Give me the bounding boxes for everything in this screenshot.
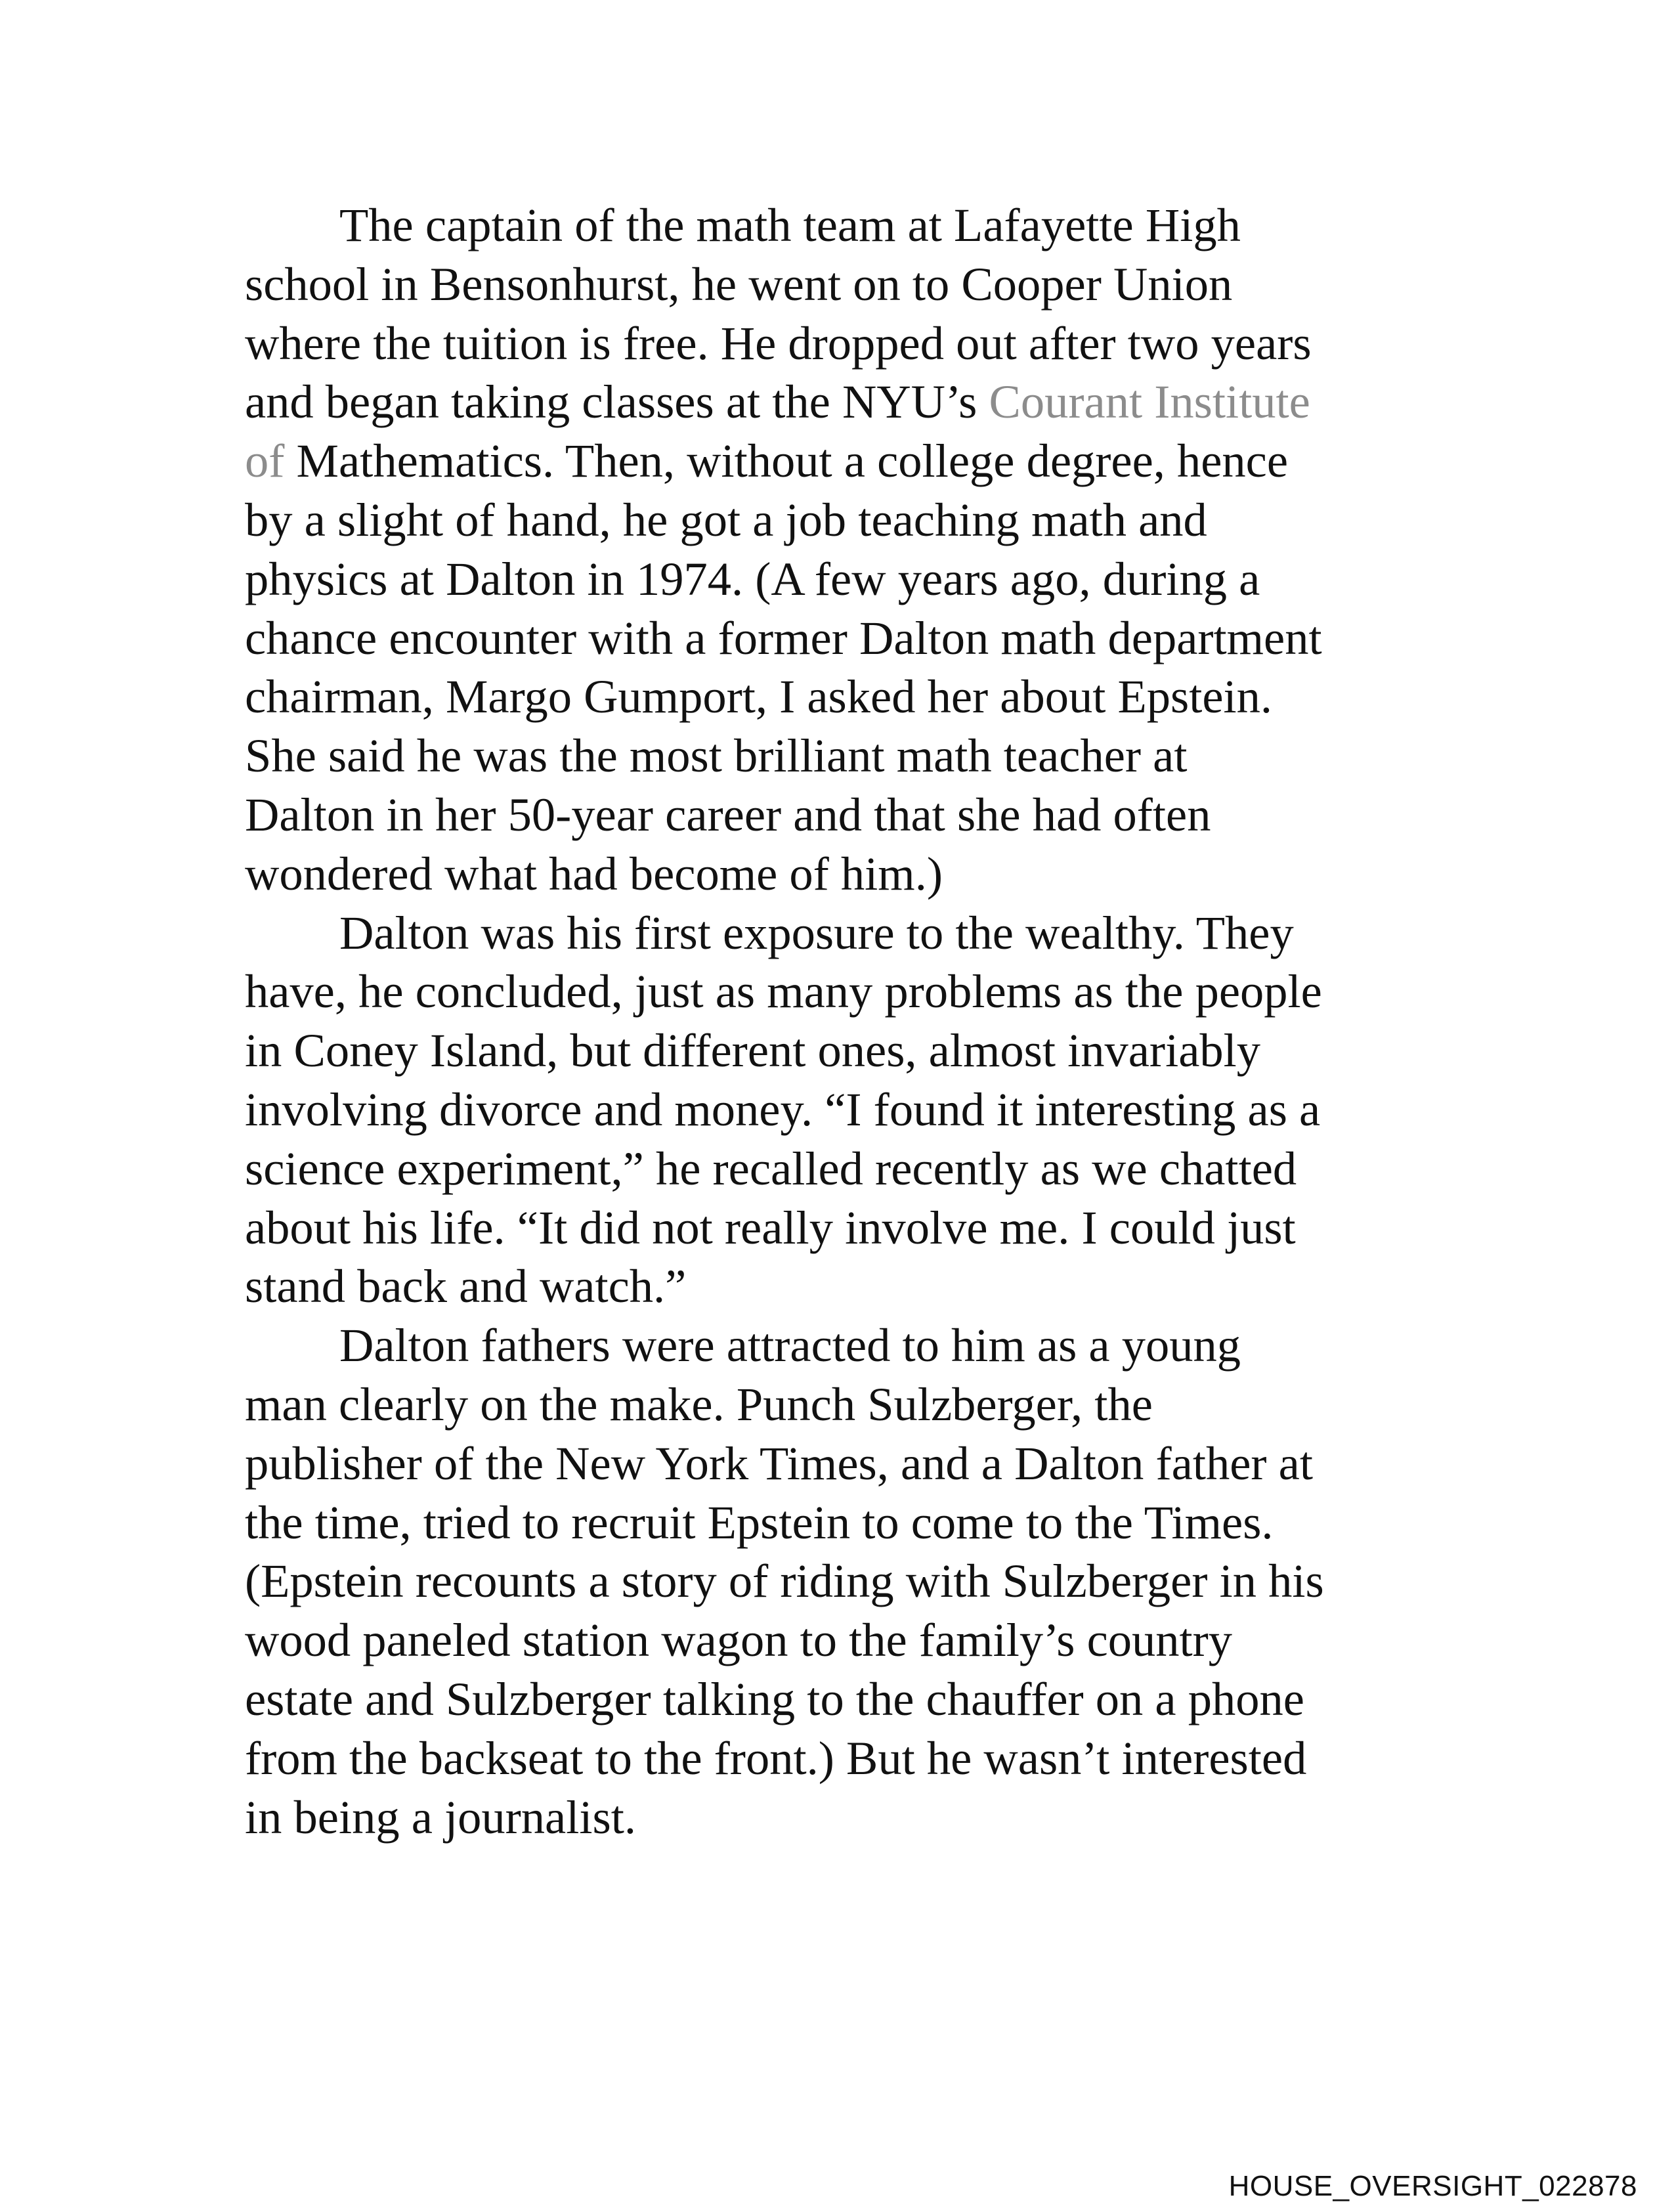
body-line: in Coney Island, but different ones, almost invariably <box>245 1024 1261 1077</box>
body-line <box>245 431 1427 490</box>
body-line: science experiment,” he recalled recently as we chatted <box>245 1141 1297 1195</box>
body-line: where the tuition is free. He dropped out after two years <box>245 316 1312 370</box>
document-id-stamp: HOUSE_OVERSIGHT_022878 <box>1228 2170 1637 2202</box>
courant-institute-link[interactable]: Courant Institute <box>989 375 1310 429</box>
body-line: publisher of the New York Times, and a Dalton father at <box>245 1436 1314 1490</box>
body-line: She said he was the most brilliant math teacher at <box>245 729 1188 783</box>
line-text: and began taking classes at the NYU’s <box>245 375 989 429</box>
body-line: (Epstein recounts a story of riding with Sulzberger in his <box>245 1554 1324 1608</box>
body-line: chairman, Margo Gumport, I asked her about Epstein. <box>245 670 1273 724</box>
body-line: about his life. “It did not really involve me. I could just <box>245 1200 1296 1254</box>
body-line: wondered what had become of him.) <box>245 846 943 900</box>
body-line: Dalton fathers were attracted to him as a young <box>339 1318 1241 1372</box>
body-line: school in Bensonhurst, he went on to Cooper Union <box>245 257 1233 311</box>
courant-institute-link-continued[interactable]: of <box>245 434 285 488</box>
body-line: the time, tried to recruit Epstein to come to the Times. <box>245 1495 1274 1549</box>
body-line: have, he concluded, just as many problems as the people <box>245 965 1322 1018</box>
body-line: chance encounter with a former Dalton math department <box>245 611 1322 664</box>
body-line: from the backseat to the front.) But he wasn’t interested <box>245 1731 1307 1785</box>
body-line: man clearly on the make. Punch Sulzberger, the <box>245 1377 1153 1431</box>
body-line: by a slight of hand, he got a job teaching math and <box>245 492 1207 546</box>
body-line: involving divorce and money. “I found it interesting as a <box>245 1082 1321 1136</box>
body-line: physics at Dalton in 1974. (A few years ago, during a <box>245 552 1260 605</box>
body-line: Dalton in her 50-year career and that she had often <box>245 787 1211 841</box>
line-text: Mathematics. Then, without a college degree, hence <box>284 434 1289 488</box>
body-line: The captain of the math team at Lafayette High <box>339 198 1241 251</box>
article-body <box>245 196 1427 1846</box>
body-line: in being a journalist. <box>245 1790 637 1844</box>
body-line: estate and Sulzberger talking to the chauffer on a phone <box>245 1672 1304 1725</box>
body-line <box>245 372 1427 431</box>
body-line: Dalton was his first exposure to the wealthy. They <box>339 905 1294 959</box>
body-line: wood paneled station wagon to the family’s country <box>245 1613 1233 1667</box>
body-line: stand back and watch.” <box>245 1259 687 1313</box>
